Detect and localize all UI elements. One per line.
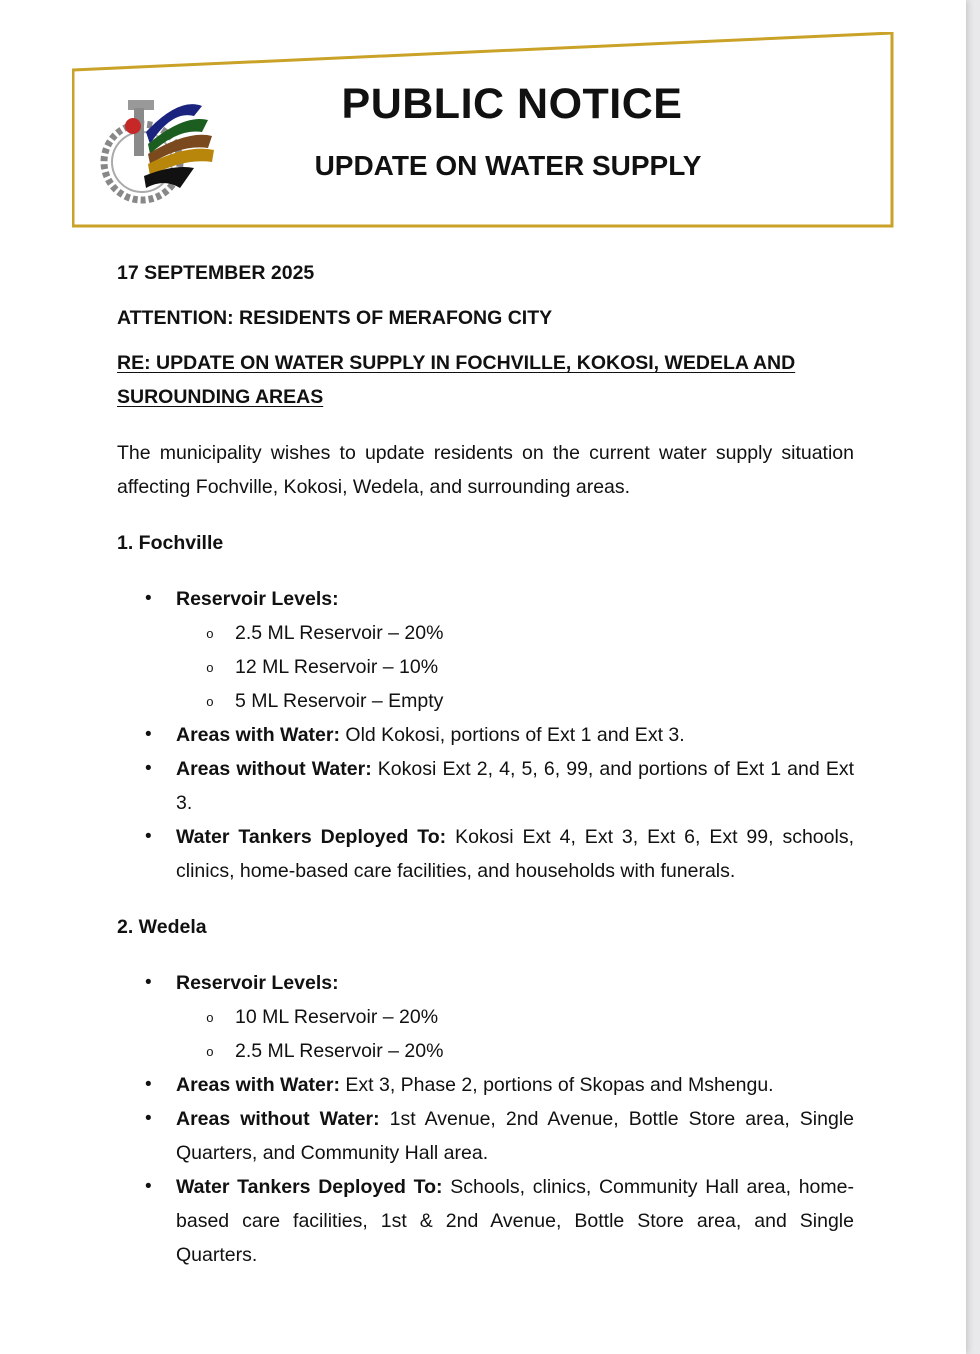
list-item	[117, 718, 854, 752]
list-item	[117, 582, 854, 718]
section-list	[117, 582, 854, 888]
notice-intro: The municipality wishes to update residents on the current water supply situation affecting Fochville, Kokosi, Wedela, and surrounding areas.	[117, 442, 854, 498]
item-label: Areas with Water:	[176, 724, 340, 746]
list-item: o 2.5 ML Reservoir – 20%	[176, 616, 854, 650]
notice-body	[117, 256, 854, 1272]
page-title: PUBLIC NOTICE	[341, 80, 683, 128]
reservoir-label: Reservoir Levels:	[176, 972, 339, 994]
list-item	[117, 1068, 854, 1102]
item-label: Areas with Water:	[176, 1074, 340, 1096]
notice-attention: ATTENTION: RESIDENTS OF MERAFONG CITY	[117, 307, 553, 329]
reservoir-label: Reservoir Levels:	[176, 588, 339, 610]
reservoir-sublist	[176, 616, 854, 718]
merafong-city-logo	[84, 92, 216, 210]
reservoir-sublist	[176, 1000, 854, 1068]
item-text: Kokosi Ext 2, 4, 5, 6, 99, and portions of Ext 1 and Ext 3.	[176, 758, 855, 814]
list-item	[117, 752, 854, 820]
section-heading: 1. Fochville	[117, 532, 224, 554]
item-label: Water Tankers Deployed To:	[176, 826, 447, 848]
notice-date: 17 SEPTEMBER 2025	[117, 262, 315, 284]
item-text: Ext 3, Phase 2, portions of Skopas and Mshengu.	[339, 1074, 774, 1096]
list-item: o 2.5 ML Reservoir – 20%	[176, 1034, 854, 1068]
notice-re-line: RE: UPDATE ON WATER SUPPLY IN FOCHVILLE, KOKOSI, WEDELA AND SUROUNDING AREAS	[117, 352, 796, 408]
list-item: o 10 ML Reservoir – 20%	[176, 1000, 854, 1034]
section-list	[117, 966, 854, 1272]
item-label: Areas without Water:	[176, 758, 372, 780]
item-text: Old Kokosi, portions of Ext 1 and Ext 3.	[339, 724, 685, 746]
list-item: o 5 ML Reservoir – Empty	[176, 684, 854, 718]
item-text: 1st Avenue, 2nd Avenue, Bottle Store area, Single Quarters, and Community Hall area.	[176, 1108, 855, 1164]
item-text: Kokosi Ext 4, Ext 3, Ext 6, Ext 99, schools, clinics, home-based care facilities, and households with funerals.	[176, 826, 854, 882]
item-label: Water Tankers Deployed To:	[176, 1176, 443, 1198]
list-item	[117, 966, 854, 1068]
list-item: o 12 ML Reservoir – 10%	[176, 650, 854, 684]
list-item	[117, 1102, 854, 1170]
section-heading: 2. Wedela	[117, 916, 207, 938]
list-item	[117, 820, 854, 888]
list-item	[117, 1170, 854, 1272]
page-subtitle: UPDATE ON WATER SUPPLY	[314, 150, 702, 181]
item-text: Schools, clinics, Community Hall area, home-based care facilities, 1st & 2nd Avenue, Bottle Store area, and Single Quarters.	[176, 1176, 854, 1266]
item-label: Areas without Water:	[176, 1108, 380, 1130]
